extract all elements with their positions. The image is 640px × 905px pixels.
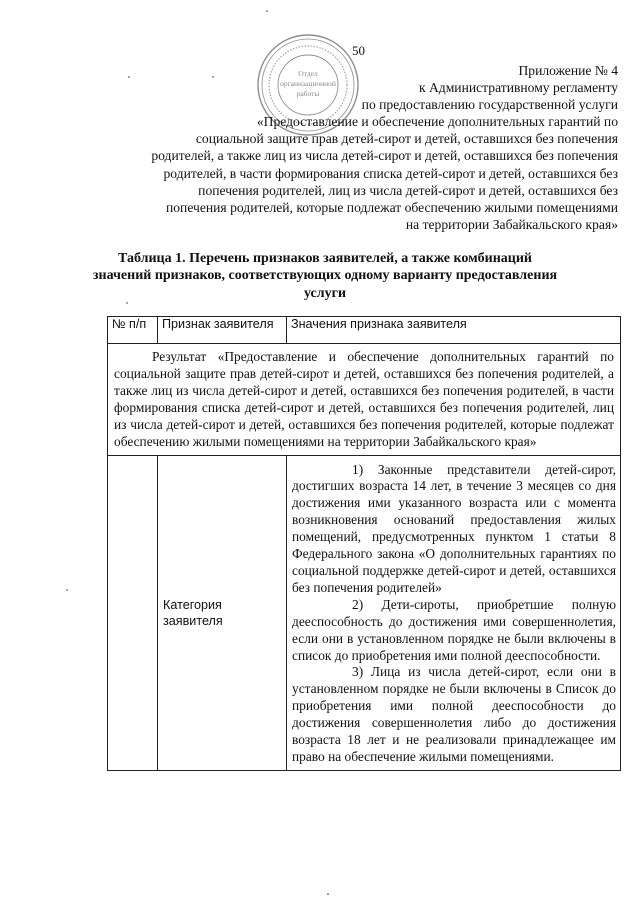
scan-speck xyxy=(66,589,68,591)
appendix-line: на территории Забайкальского края» xyxy=(405,216,618,232)
appendix-line: родителей, а также лиц из числа детей-сирот и детей, оставшихся без попечения xyxy=(151,148,618,164)
scan-speck xyxy=(126,302,128,304)
appendix-line: «Предоставление и обеспечение дополнительных гарантий по xyxy=(256,114,618,130)
attribute-label: Категория заявителя xyxy=(158,455,287,770)
appendix-header xyxy=(108,62,618,233)
result-text: Результат «Предоставление и обеспечение дополнительных гарантий по социальной защите прав детей-сирот и детей, оставшихся без попечения родителей, а также лиц из числа детей-сирот и детей, оставшихся без попечения родителей, в части формирования списка детей-сирот и детей, оставшихся без попечения родителей, лиц из числа детей-сирот и детей, оставшихся без попечения родителей, которые подлежат обеспечению жилыми помещениями на территории Забайкальского края» xyxy=(108,344,621,456)
stamp-line-2: организационной xyxy=(280,79,336,88)
appendix-line: попечения родителей, лиц из числа детей-сирот и детей, оставшихся без xyxy=(198,182,618,198)
appendix-line: Приложение № 4 xyxy=(518,63,618,78)
row-number xyxy=(108,455,158,770)
header-values: Значения признака заявителя xyxy=(287,317,621,344)
applicant-attributes-table xyxy=(107,316,621,771)
table-row xyxy=(108,455,621,770)
value-item: 2) Дети-сироты, приобретшие полную дееспособность до достижения ими совершеннолетия, если они в установленном порядке не были включены в список до приобретения ими полной дееспособности. xyxy=(292,596,616,663)
page-number: 50 xyxy=(352,43,365,58)
scan-speck xyxy=(128,76,130,78)
scan-speck xyxy=(327,893,329,895)
appendix-line: родителей, в части формирования списка детей-сирот и детей, оставшихся без xyxy=(163,165,618,181)
attribute-values xyxy=(287,455,621,770)
value-item: 3) Лица из числа детей-сирот, если они в установленном порядке не были включены в Список до приобретения ими полной дееспособности до достижения совершеннолетия либо до достижения возраста 18 лет и не реализовали принадлежащее им право на обеспечение жилыми помещениями. xyxy=(292,664,616,764)
stamp-line-3: работы xyxy=(296,89,320,98)
appendix-line: попечения родителей, которые подлежат обеспечению жилыми помещениями xyxy=(165,199,618,215)
result-row xyxy=(108,344,621,456)
stamp-line-1: Отдел xyxy=(298,69,318,78)
appendix-line: социальной защите прав детей-сирот и детей, оставшихся без попечения xyxy=(195,131,618,147)
header-attribute: Признак заявителя xyxy=(158,317,287,344)
table-header-row xyxy=(108,317,621,344)
appendix-line: к Административному регламенту xyxy=(418,80,618,96)
value-item: 1) Законные представители детей-сирот, достигших возраста 14 лет, в течение 3 месяцев со дня достижения ими указанного возраста или с момента возникновения оснований предоставления жилых помещений, предусмотренных пунктом 1 статьи 8 Федерального закона «О дополнительных гарантиях по социальной поддержке детей-сирот и детей, оставшихся без попечения родителей» xyxy=(292,461,616,595)
scan-speck xyxy=(266,10,268,12)
appendix-line: по предоставлению государственной услуги xyxy=(361,97,618,113)
header-number: № п/п xyxy=(108,317,158,344)
scan-speck xyxy=(212,76,214,78)
table-title: Таблица 1. Перечень признаков заявителей, а также комбинаций значений признаков, соответствующих одному варианту предоставления услуги xyxy=(92,251,558,301)
